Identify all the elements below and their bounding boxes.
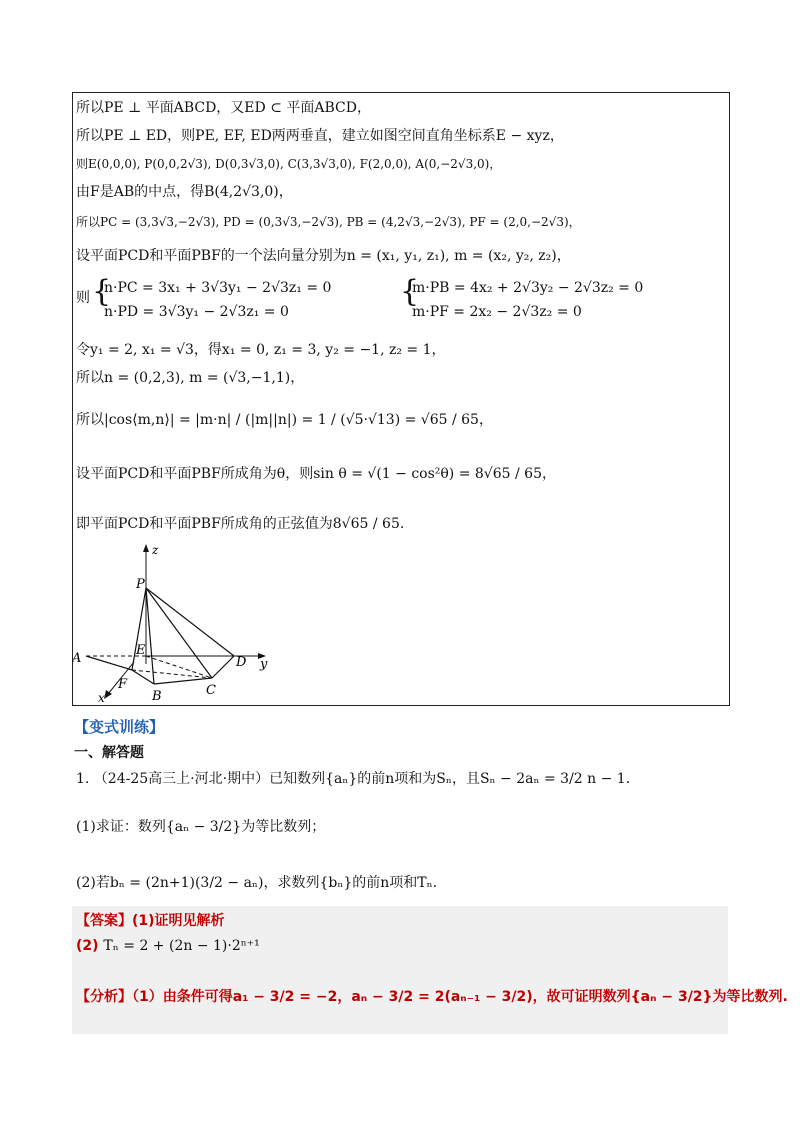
system-prefix: 则	[76, 290, 90, 306]
label-P: P	[136, 577, 145, 592]
label-A: A	[72, 651, 82, 666]
answer-line-2	[76, 938, 260, 954]
system-eq-3: m·PB = 4x₂ + 2√3y₂ − 2√3z₂ = 0	[412, 280, 644, 296]
answer-part-2-formula: Tₙ = 2 + (2n − 1)·2ⁿ⁺¹	[103, 938, 260, 954]
solution-line-5: 所以PC = (3,3√3,−2√3), PD = (0,3√3,−2√3), PB = (4,2√3,−2√3), PF = (2,0,−2√3)，	[76, 215, 581, 229]
solution-line-11: 设平面PCD和平面PBF所成角为θ，则sin θ = √(1 − cos²θ) = 8√65 / 65，	[76, 466, 556, 482]
question-part-1: (1)求证：数列{aₙ − 3/2}为等比数列；	[76, 819, 326, 835]
label-z: z	[152, 544, 159, 557]
solution-line-1: 所以PE ⊥ 平面ABCD，又ED ⊂ 平面ABCD，	[76, 100, 371, 116]
label-x: x	[98, 691, 105, 704]
system-eq-2: n·PD = 3√3y₁ − 2√3z₁ = 0	[104, 304, 289, 320]
question-part-2: (2)若bₙ = (2n+1)(3/2 − aₙ)，求数列{bₙ}的前n项和Tₙ．	[76, 875, 447, 891]
question-1: 1. （24-25高三上·河北·期中）已知数列{aₙ}的前n项和为Sₙ，且Sₙ − 2aₙ = 3/2 n − 1．	[76, 771, 640, 787]
analysis-line: 【分析】（1）由条件可得a₁ − 3/2 = −2，aₙ − 3/2 = 2(aₙ₋₁ − 3/2)，故可证明数列{aₙ − 3/2}为等比数列.	[76, 989, 788, 1005]
solution-line-10: 所以|cos⟨m,n⟩| = |m·n| / (|m||n|) = 1 / (√5·√13) = √65 / 65，	[76, 412, 493, 428]
solution-line-2: 所以PE ⊥ ED，则PE, EF, ED两两垂直，建立如图空间直角坐标系E − xyz，	[76, 128, 564, 144]
part-heading: 一、解答题	[74, 745, 144, 761]
solution-line-3: 则E(0,0,0), P(0,0,2√3), D(0,3√3,0), C(3,3√3,0), F(2,0,0), A(0,−2√3,0)，	[76, 157, 502, 171]
label-y: y	[260, 657, 268, 672]
solution-line-8: 令y₁ = 2, x₁ = √3，得x₁ = 0, z₁ = 3, y₂ = −1, z₂ = 1，	[76, 342, 446, 358]
right-brace: {	[400, 274, 420, 309]
solution-line-9: 所以n = (0,2,3), m = (√3,−1,1)，	[76, 370, 305, 386]
system-eq-4: m·PF = 2x₂ − 2√3z₂ = 0	[412, 304, 582, 320]
answer-part-2-label: (2)	[76, 938, 99, 954]
label-D: D	[236, 655, 247, 670]
left-brace: {	[92, 274, 112, 309]
label-B: B	[152, 689, 162, 704]
solution-line-12: 即平面PCD和平面PBF所成角的正弦值为8√65 / 65.	[76, 516, 405, 532]
label-E: E	[136, 643, 146, 658]
label-F: F	[118, 677, 128, 692]
answer-line-1: 【答案】(1)证明见解析	[76, 913, 225, 929]
geometry-figure	[72, 544, 292, 704]
solution-line-4: 由F是AB的中点，得B(4,2√3,0)，	[76, 184, 293, 200]
system-eq-1: n·PC = 3x₁ + 3√3y₁ − 2√3z₁ = 0	[104, 280, 332, 296]
label-C: C	[206, 683, 216, 698]
solution-line-6: 设平面PCD和平面PBF的一个法向量分别为n = (x₁, y₁, z₁), m = (x₂, y₂, z₂)，	[76, 248, 571, 264]
section-title: 【变式训练】	[74, 718, 165, 736]
